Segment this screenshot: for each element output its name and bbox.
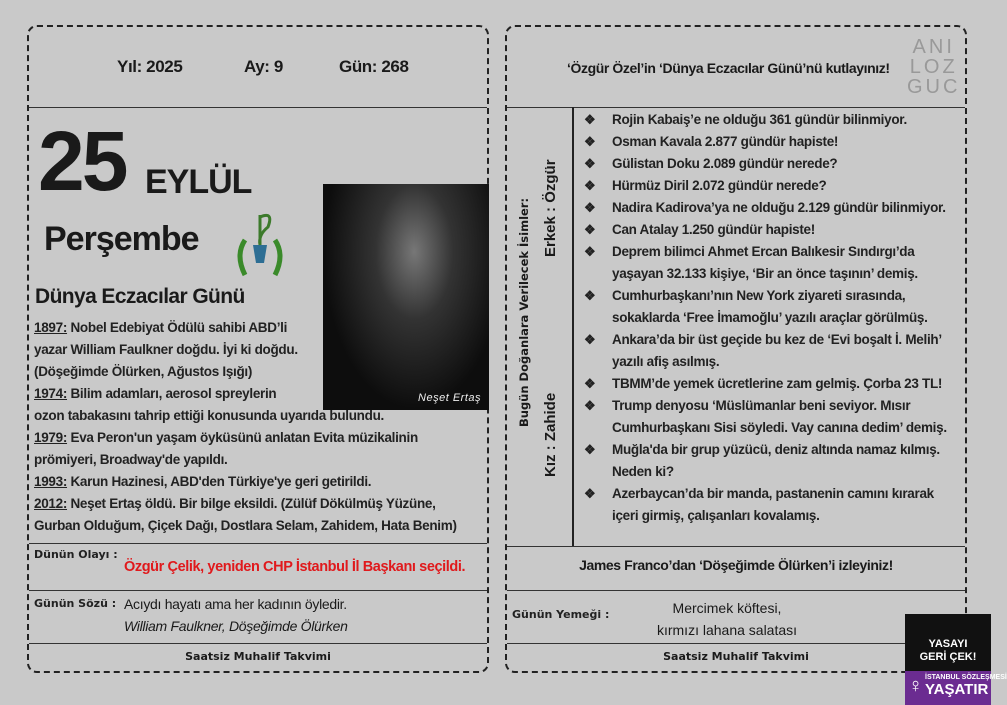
event-year: 1979: xyxy=(34,430,68,445)
badge-line: YASAYI xyxy=(928,638,968,650)
diamond-bullet-icon: ❖ xyxy=(584,244,596,259)
names-title: Bugün Doğanlara Verilecek İsimler: xyxy=(517,197,531,427)
news-text: TBMM’de yemek ücretlerine zam gelmiş. Çorba 23 TL! xyxy=(612,376,943,391)
divider xyxy=(507,590,965,591)
divider xyxy=(507,643,965,644)
divider xyxy=(29,543,487,544)
quote-source: William Faulkner, Döşeğimde Ölürken xyxy=(124,618,348,634)
news-text: Ankara’da bir üst geçide bu kez de ‘Evi boşalt İ. Melih’ yazılı afiş asılmış. xyxy=(612,332,942,369)
diamond-bullet-icon: ❖ xyxy=(584,442,596,457)
divider xyxy=(507,107,965,108)
news-text: Cumhurbaşkanı’nın New York ziyareti sırasında, sokaklarda ‘Free İmamoğlu’ yazılı araçlar görülmüş. xyxy=(612,288,928,325)
quote-label: Günün Sözü : xyxy=(34,597,117,610)
badge-line: GERİ ÇEK! xyxy=(919,651,977,663)
badge-top xyxy=(905,614,991,671)
news-item xyxy=(582,131,962,153)
anilozguc-logo xyxy=(907,37,960,97)
news-text: Hürmüz Diril 2.072 gündür nerede? xyxy=(612,178,827,193)
news-item xyxy=(582,153,962,175)
event-text: (Döşeğimde Ölürken, Ağustos Işığı) xyxy=(34,364,253,379)
header-message: ‘Özgür Özel’in ‘Dünya Eczacılar Günü’nü kutlayınız! xyxy=(567,60,890,76)
month-label: Ay: 9 xyxy=(244,57,283,76)
event-1897 xyxy=(34,317,486,383)
news-text: Can Atalay 1.250 gündür hapiste! xyxy=(612,222,815,237)
female-symbol-icon: ♀ xyxy=(908,675,923,697)
event-text: Neşet Ertaş öldü. Bir bilge eksildi. (Zülüf Dökülmüş Yüzüne, xyxy=(70,496,436,511)
news-text: Nadira Kadirova’ya ne olduğu 2.129 gündür bilinmiyor. xyxy=(612,200,946,215)
boy-name: Erkek : Özgür xyxy=(542,159,559,257)
pharmacy-symbol-icon xyxy=(225,205,295,285)
day-label: Gün: 268 xyxy=(339,57,409,76)
event-1979 xyxy=(34,427,486,471)
month-name: EYLÜL xyxy=(145,163,252,201)
istanbul-convention-badge xyxy=(905,614,1007,705)
girl-name: Kız : Zahide xyxy=(542,392,559,477)
history-events xyxy=(34,317,486,537)
diamond-bullet-icon: ❖ xyxy=(584,200,596,215)
diamond-bullet-icon: ❖ xyxy=(584,222,596,237)
news-item xyxy=(582,175,962,197)
divider xyxy=(29,590,487,591)
quote-text: Acıydı hayatı ama her kadının öyledir. xyxy=(124,596,347,612)
special-day-title: Dünya Eczacılar Günü xyxy=(35,285,245,308)
event-year: 2012: xyxy=(34,496,68,511)
news-item xyxy=(582,197,962,219)
logo-line: LOZ xyxy=(909,56,958,78)
event-year: 1897: xyxy=(34,320,68,335)
news-text: Deprem bilimci Ahmet Ercan Balıkesir Sındırgı’da yaşayan 32.133 kişiye, ‘Bir an önce taşının’ demiş. xyxy=(612,244,918,281)
logo-line: GUC xyxy=(907,76,961,98)
left-calendar-page xyxy=(27,25,489,673)
news-item xyxy=(582,219,962,241)
news-item xyxy=(582,285,962,329)
news-item xyxy=(582,373,962,395)
logo-line: ANI xyxy=(912,36,955,58)
divider xyxy=(29,643,487,644)
year-label: Yıl: 2025 xyxy=(117,57,183,76)
badge-bottom xyxy=(905,671,1007,705)
news-text: Osman Kavala 2.877 gündür hapiste! xyxy=(612,134,839,149)
diamond-bullet-icon: ❖ xyxy=(584,156,596,171)
event-text: ozon tabakasını tahrip ettiği konusunda uyarıda bulundu. xyxy=(34,408,384,423)
diamond-bullet-icon: ❖ xyxy=(584,178,596,193)
event-text: Gurban Olduğum, Çiçek Dağı, Dostlara Selam, Zahidem, Hata Benim) xyxy=(34,518,457,533)
diamond-bullet-icon: ❖ xyxy=(584,288,596,303)
event-year: 1993: xyxy=(34,474,68,489)
badge-line: İSTANBUL SÖZLEŞMESİ xyxy=(925,674,1007,681)
movie-recommendation: James Franco’dan ‘Döşeğimde Ölürken’i izleyiniz! xyxy=(579,557,893,573)
divider xyxy=(29,107,487,108)
event-1974 xyxy=(34,383,486,427)
diamond-bullet-icon: ❖ xyxy=(584,376,596,391)
event-2012 xyxy=(34,493,486,537)
event-1993 xyxy=(34,471,486,493)
news-item xyxy=(582,241,962,285)
news-list xyxy=(582,109,962,527)
day-number: 25 xyxy=(38,114,126,208)
right-calendar-page xyxy=(505,25,967,673)
food-line: Mercimek köftesi, xyxy=(672,600,782,616)
news-item xyxy=(582,439,962,483)
photo-caption: Neşet Ertaş xyxy=(418,392,481,404)
news-text: Rojin Kabaiş’e ne olduğu 361 gündür bilinmiyor. xyxy=(612,112,907,127)
footer: Saatsiz Muhalif Takvimi xyxy=(185,650,331,663)
diamond-bullet-icon: ❖ xyxy=(584,398,596,413)
event-text: Eva Peron'un yaşam öyküsünü anlatan Evita müzikalinin xyxy=(70,430,418,445)
weekday: Perşembe xyxy=(44,220,199,258)
food-line: kırmızı lahana salatası xyxy=(656,622,798,638)
diamond-bullet-icon: ❖ xyxy=(584,112,596,127)
news-item xyxy=(582,395,962,439)
event-text: Karun Hazinesi, ABD'den Türkiye'ye geri getirildi. xyxy=(70,474,372,489)
diamond-bullet-icon: ❖ xyxy=(584,332,596,347)
badge-line: YAŞATIR xyxy=(925,681,989,698)
food-of-day xyxy=(627,597,827,641)
news-text: Trump denyosu ‘Müslümanlar beni seviyor. Mısır Cumhurbaşkanı Sisi söyledi. Vay canına dedim’ demiş. xyxy=(612,398,947,435)
event-text: Bilim adamları, aerosol spreylerin xyxy=(70,386,277,401)
news-item xyxy=(582,329,962,373)
news-item xyxy=(582,109,962,131)
vertical-divider xyxy=(572,107,574,547)
diamond-bullet-icon: ❖ xyxy=(584,134,596,149)
diamond-bullet-icon: ❖ xyxy=(584,486,596,501)
news-text: Gülistan Doku 2.089 gündür nerede? xyxy=(612,156,838,171)
event-year: 1974: xyxy=(34,386,68,401)
news-text: Muğla'da bir grup yüzücü, deniz altında namaz kılmış. Neden ki? xyxy=(612,442,940,479)
event-text: yazar William Faulkner doğdu. İyi ki doğdu. xyxy=(34,342,298,357)
footer: Saatsiz Muhalif Takvimi xyxy=(663,650,809,663)
divider xyxy=(507,546,965,547)
event-text: prömiyeri, Broadway'de yapıldı. xyxy=(34,452,228,467)
yesterday-label: Dünün Olayı : xyxy=(34,548,118,561)
food-label: Günün Yemeği : xyxy=(512,608,610,621)
news-text: Azerbaycan’da bir manda, pastanenin camını kırarak içeri girmiş, çalışanları kovalamış. xyxy=(612,486,934,523)
yesterday-event: Özgür Çelik, yeniden CHP İstanbul İl Başkanı seçildi. xyxy=(124,559,466,575)
news-item xyxy=(582,483,962,527)
event-text: Nobel Edebiyat Ödülü sahibi ABD’li xyxy=(70,320,288,335)
